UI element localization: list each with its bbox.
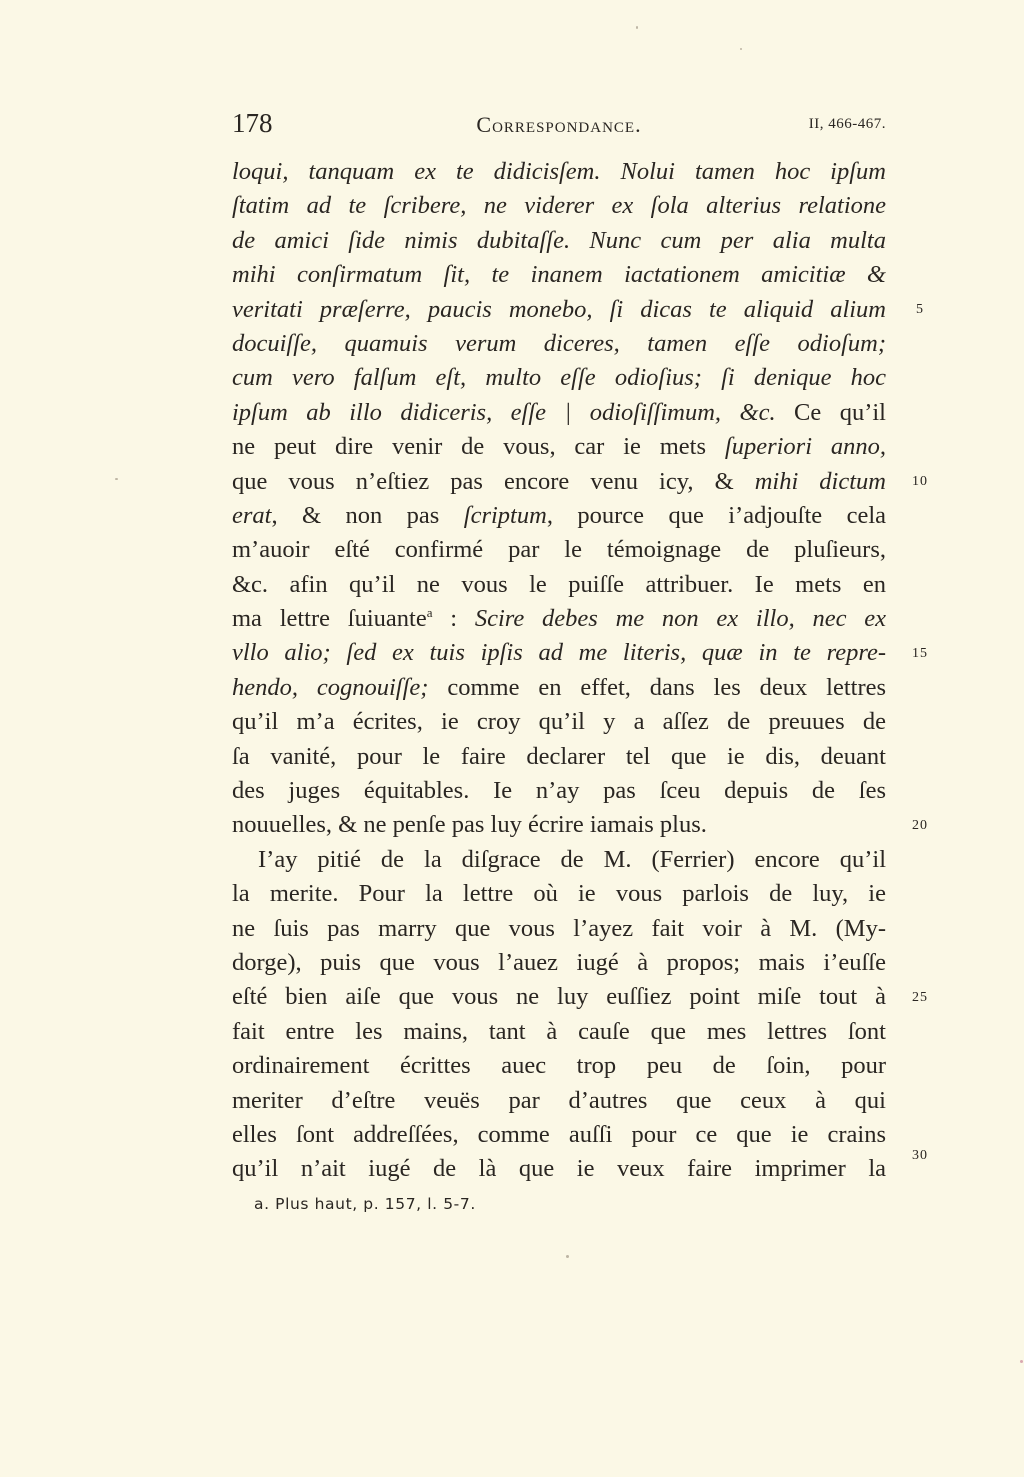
footnote-marker: a bbox=[426, 604, 433, 620]
text-line bbox=[232, 1118, 886, 1152]
line-number: 20 bbox=[912, 817, 928, 833]
text-line bbox=[232, 774, 886, 808]
line-number: 15 bbox=[912, 645, 928, 661]
text-line bbox=[232, 224, 886, 258]
french-text: des juges équitables. Ie n’ay pas ſceu depuis de ſes bbox=[232, 777, 886, 805]
french-text: ne peut dire venir de vous, car ie mets bbox=[232, 433, 725, 461]
text-line bbox=[232, 740, 886, 774]
french-text: ma lettre ſuiuante bbox=[232, 605, 427, 633]
text-line bbox=[232, 430, 886, 464]
french-text: elles ſont addreſſées, comme auſſi pour ce que ie crains bbox=[232, 1120, 886, 1148]
text-line bbox=[232, 980, 886, 1014]
french-text: , & non pas bbox=[271, 501, 464, 529]
latin-text: veritati præſerre, paucis monebo, ſi dicas te aliquid alium bbox=[232, 295, 886, 323]
latin-text: hendo, cognouiſſe; bbox=[232, 673, 429, 701]
body-text bbox=[232, 155, 886, 1187]
latin-text: ſcriptum bbox=[463, 501, 547, 529]
french-text: fait entre les mains, tant à cauſe que mes lettres ſont bbox=[232, 1017, 886, 1045]
text-line bbox=[232, 361, 886, 395]
paper-speck bbox=[115, 478, 118, 480]
french-text: ſa vanité, pour le faire declarer tel que ie dis, deuant bbox=[232, 742, 886, 770]
french-text: ne ſuis pas marry que vous l’ayez fait voir à M. (My- bbox=[232, 914, 886, 942]
text-line bbox=[232, 671, 886, 705]
latin-text: de amici ſide nimis dubitaſſe. Nunc cum per alia multa bbox=[232, 226, 886, 254]
text-line bbox=[232, 602, 886, 636]
french-text: : bbox=[432, 605, 475, 633]
french-text: la merite. Pour la lettre où ie vous parlois de luy, ie bbox=[232, 880, 886, 908]
french-text: que vous n’eſtiez pas encore venu icy, & bbox=[232, 467, 755, 495]
latin-text: vllo alio; ſed ex tuis ipſis ad me literis, quæ in te repre- bbox=[232, 639, 886, 667]
french-text: Ce qu’il bbox=[775, 398, 886, 426]
paper-speck bbox=[740, 48, 742, 50]
footnote: a. Plus haut, p. 157, l. 5-7. bbox=[254, 1195, 476, 1213]
page-header bbox=[232, 108, 886, 144]
french-text: comme en effet, dans les deux lettres bbox=[428, 673, 887, 701]
french-text: &c. afin qu’il ne vous le puiſſe attribuer. Ie mets en bbox=[232, 570, 886, 598]
latin-text: erat bbox=[232, 501, 272, 529]
text-line bbox=[232, 636, 886, 670]
latin-text: docuiſſe, quamuis verum diceres, tamen eſſe odioſum; bbox=[232, 329, 886, 357]
text-line bbox=[232, 1152, 886, 1186]
french-text: nouuelles, & ne penſe pas luy écrire iamais plus. bbox=[232, 811, 707, 839]
latin-text: cum vero falſum eſt, multo eſſe odioſius; ſi denique hoc bbox=[232, 364, 886, 392]
text-line bbox=[232, 465, 886, 499]
page-number: 178 bbox=[232, 108, 273, 138]
running-title: Correspondance. bbox=[476, 112, 642, 137]
line-number: 25 bbox=[912, 989, 928, 1005]
french-text: qu’il n’ait iugé de là que ie veux faire imprimer la bbox=[232, 1155, 886, 1183]
text-line bbox=[232, 533, 886, 567]
text-line bbox=[232, 808, 886, 842]
page-reference: II, 466-467. bbox=[808, 116, 886, 132]
french-text: I’ay pitié de la diſgrace de M. (Ferrier) encore qu’il bbox=[258, 845, 886, 873]
text-line bbox=[232, 189, 886, 223]
text-line bbox=[232, 946, 886, 980]
paper-speck bbox=[636, 26, 638, 29]
latin-text: ſtatim ad te ſcribere, ne viderer ex ſola alterius relatione bbox=[232, 192, 886, 220]
line-number: 5 bbox=[916, 301, 924, 317]
latin-text: Scire debes me non ex illo, nec ex bbox=[474, 605, 887, 633]
text-line bbox=[232, 568, 886, 602]
latin-text: loqui, tanquam ex te didicisſem. Nolui tamen hoc ipſum bbox=[232, 158, 886, 185]
french-text: ordinairement écrittes auec trop peu de ſoin, pour bbox=[232, 1052, 886, 1080]
text-line bbox=[232, 155, 886, 189]
text-line bbox=[232, 843, 886, 877]
french-text: m’auoir eſté confirmé par le témoignage de pluſieurs, bbox=[232, 536, 886, 564]
text-line bbox=[232, 258, 886, 292]
text-line bbox=[232, 912, 886, 946]
text-line bbox=[232, 1049, 886, 1083]
latin-text: mihi dictum bbox=[754, 467, 886, 495]
text-line bbox=[232, 327, 886, 361]
text-line bbox=[232, 499, 886, 533]
latin-text: ſuperiori anno, bbox=[724, 433, 886, 461]
latin-text: ipſum ab illo didiceris, eſſe | odioſiſſimum, &c. bbox=[232, 398, 776, 426]
text-line bbox=[232, 1015, 886, 1049]
french-text: dorge), puis que vous l’auez iugé à propos; mais i’euſſe bbox=[232, 948, 886, 976]
french-text: qu’il m’a écrites, ie croy qu’il y a aſſez de preuues de bbox=[232, 708, 886, 736]
text-line bbox=[232, 1084, 886, 1118]
french-text: eſté bien aiſe que vous ne luy euſſiez point miſe tout à bbox=[232, 983, 886, 1011]
paper-speck bbox=[1020, 1360, 1023, 1363]
line-number: 10 bbox=[912, 473, 928, 489]
text-line bbox=[232, 877, 886, 911]
french-text: , pource que i’adjouſte cela bbox=[546, 501, 886, 529]
text-line bbox=[232, 705, 886, 739]
text-line bbox=[232, 396, 886, 430]
paper-speck bbox=[566, 1255, 569, 1258]
latin-text: mihi conſirmatum ſit, te inanem iactationem amicitiæ & bbox=[232, 261, 886, 289]
line-number: 30 bbox=[912, 1147, 928, 1163]
text-line bbox=[232, 293, 886, 327]
french-text: meriter d’eſtre veuës par d’autres que ceux à qui bbox=[232, 1086, 886, 1114]
